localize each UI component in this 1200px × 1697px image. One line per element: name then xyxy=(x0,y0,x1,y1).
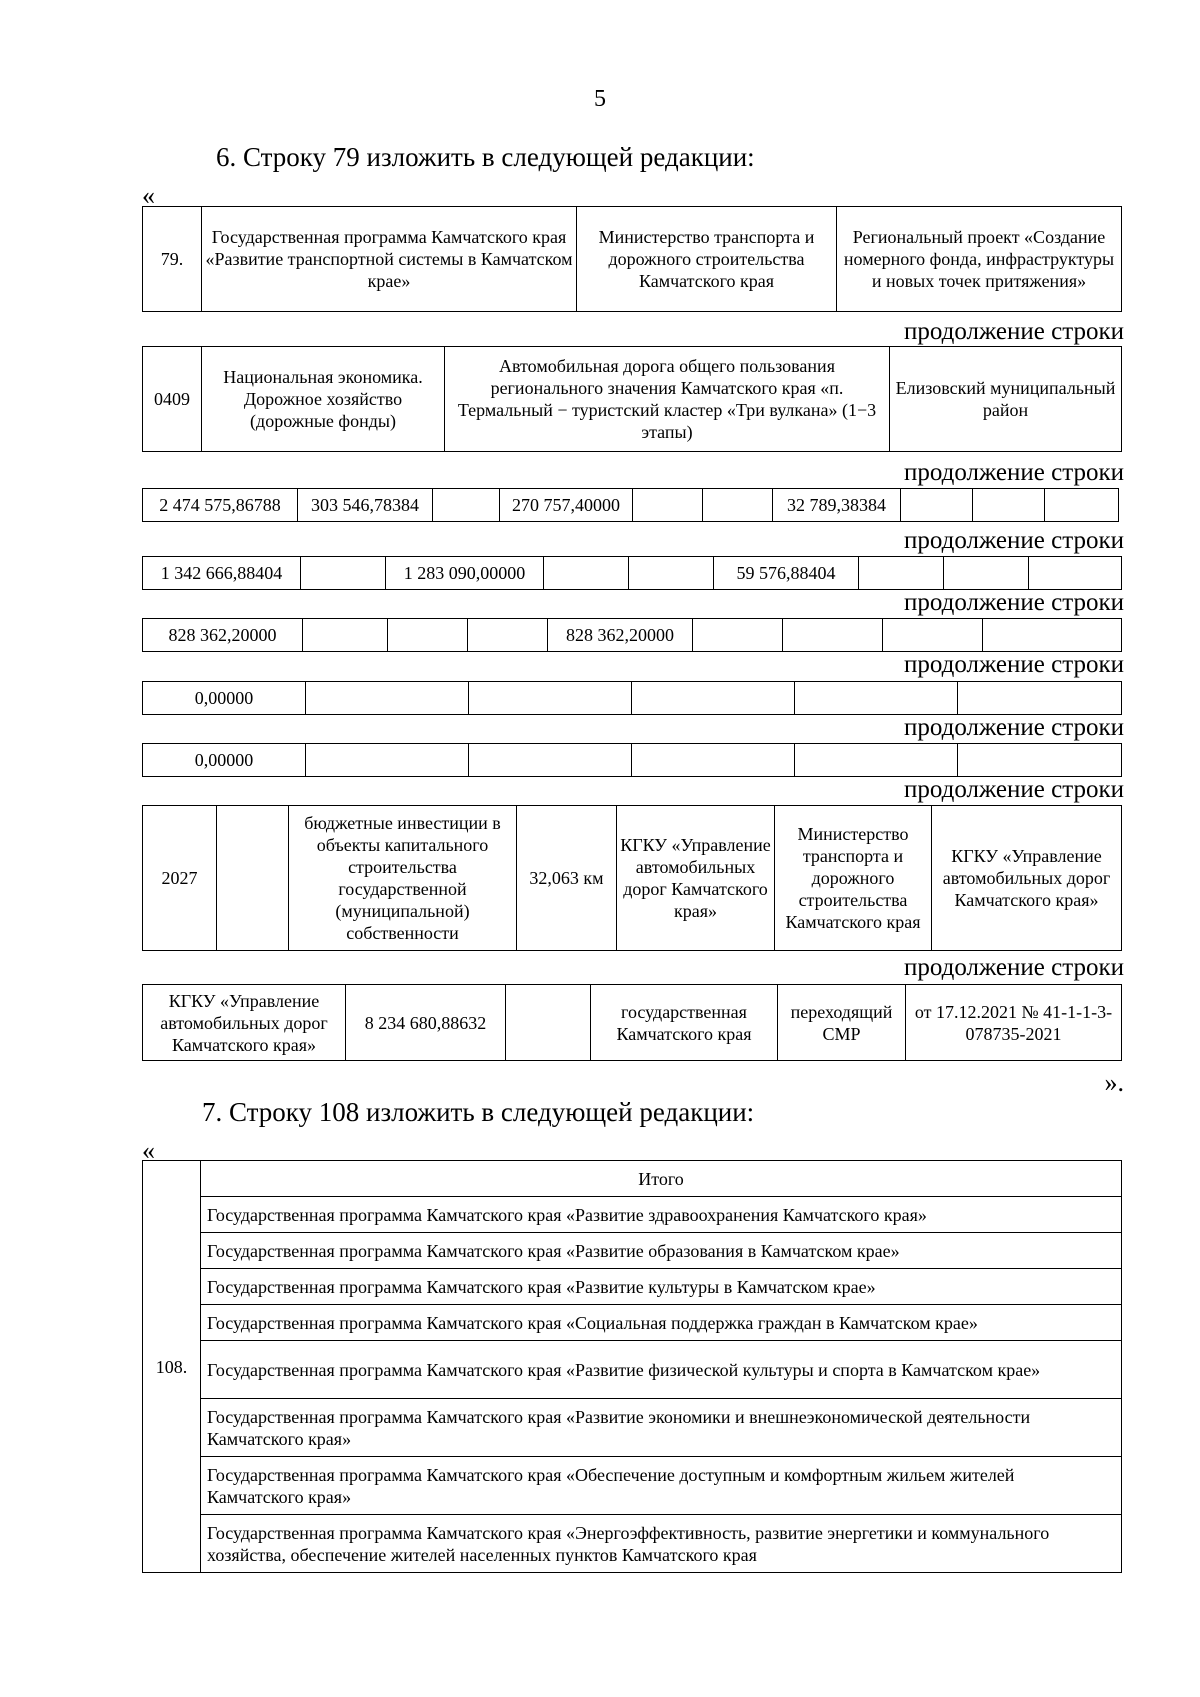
object-name: Автомобильная дорога общего пользования регионального значения Камчатского края «п. Термальный − туристский кластер «Три вулкана» (1−3 этапы) xyxy=(445,347,890,452)
investment-type: бюджетные инвестиции в объекты капитального строительства государственной (муниципальной) собственности xyxy=(289,806,517,951)
estimated-cost: 8 234 680,88632 xyxy=(346,985,506,1061)
value-cell xyxy=(629,557,714,590)
section-7-heading: 7. Строку 108 изложить в следующей редакции: xyxy=(202,1097,755,1127)
value-cell xyxy=(883,619,983,652)
value-cell xyxy=(388,619,468,652)
continuation-label: продолжение строки xyxy=(903,714,1124,741)
budget-code: 0409 xyxy=(143,347,202,452)
opening-quote: « xyxy=(142,1136,155,1165)
program-row: Государственная программа Камчатского края «Развитие экономики и внешнеэкономической деятельности Камчатского края» xyxy=(201,1399,1122,1457)
value-cell xyxy=(1045,489,1119,522)
recipient: КГКУ «Управление автомобильных дорог Камчатского края» xyxy=(143,985,346,1061)
continuation-label: продолжение строки xyxy=(903,318,1124,345)
value-cell: 2 474 575,86788 xyxy=(143,489,298,522)
value-cell: 270 757,40000 xyxy=(500,489,633,522)
continuation-label: продолжение строки xyxy=(903,589,1124,616)
year-cell: 2027 xyxy=(143,806,217,951)
row-number: 108. xyxy=(143,1161,201,1573)
value-cell xyxy=(468,619,548,652)
ownership: государственная Камчатского края xyxy=(591,985,778,1061)
row79-part-b xyxy=(142,346,1122,452)
value-cell: 828 362,20000 xyxy=(143,619,303,652)
value-cell xyxy=(693,619,783,652)
value-cell xyxy=(306,682,469,715)
object-status: переходящий СМР xyxy=(778,985,906,1061)
value-cell xyxy=(958,744,1122,777)
program-row: Государственная программа Камчатского края «Обеспечение доступным и комфортным жильем жителей Камчатского края» xyxy=(201,1457,1122,1515)
value-cell xyxy=(632,682,795,715)
value-cell: 59 576,88404 xyxy=(714,557,859,590)
program-row: Государственная программа Камчатского края «Развитие культуры в Камчатском крае» xyxy=(201,1269,1122,1305)
row79-part-d xyxy=(142,556,1122,590)
value-cell xyxy=(983,619,1122,652)
value-cell xyxy=(469,744,632,777)
value-cell xyxy=(469,682,632,715)
continuation-label: продолжение строки xyxy=(903,527,1124,554)
value-cell xyxy=(795,744,958,777)
value-cell xyxy=(433,489,500,522)
value-cell xyxy=(958,682,1122,715)
value-cell xyxy=(306,744,469,777)
continuation-label: продолжение строки xyxy=(903,954,1124,981)
row79-part-i xyxy=(142,984,1122,1061)
value-cell: 828 362,20000 xyxy=(548,619,693,652)
value-cell xyxy=(944,557,1029,590)
empty-cell xyxy=(217,806,289,951)
regional-project: Региональный проект «Создание номерного фонда, инфраструктуры и новых точек притяжения» xyxy=(837,207,1122,312)
value-cell xyxy=(544,557,629,590)
empty-cell xyxy=(506,985,591,1061)
program-name: Государственная программа Камчатского края «Развитие транспортной системы в Камчатском крае» xyxy=(202,207,577,312)
municipal-district: Елизовский муниципальный район xyxy=(890,347,1122,452)
value-cell xyxy=(783,619,883,652)
ministry: Министерство транспорта и дорожного строительства Камчатского края xyxy=(577,207,837,312)
row79-part-c xyxy=(142,488,1119,522)
value-cell: 1 342 666,88404 xyxy=(143,557,301,590)
value-cell: 1 283 090,00000 xyxy=(386,557,544,590)
value-cell: 0,00000 xyxy=(143,744,306,777)
program-row: Государственная программа Камчатского края «Социальная поддержка граждан в Камчатском крае» xyxy=(201,1305,1122,1341)
program-row: Государственная программа Камчатского края «Развитие образования в Камчатском крае» xyxy=(201,1233,1122,1269)
program-row: Государственная программа Камчатского края «Развитие здравоохранения Камчатского края» xyxy=(201,1197,1122,1233)
program-row: Государственная программа Камчатского края «Развитие физической культуры и спорта в Камчатском крае» xyxy=(201,1341,1122,1399)
row79-part-h xyxy=(142,805,1122,951)
value-cell xyxy=(859,557,944,590)
value-cell: 32 789,38384 xyxy=(773,489,901,522)
row79-part-g xyxy=(142,743,1122,777)
opening-quote: « xyxy=(142,181,155,210)
value-cell xyxy=(901,489,973,522)
continuation-label: продолжение строки xyxy=(903,459,1124,486)
page-number: 5 xyxy=(594,86,606,112)
value-cell xyxy=(1029,557,1122,590)
continuation-label: продолжение строки xyxy=(903,776,1124,803)
closing-quote: ». xyxy=(1104,1068,1124,1097)
section-6-heading: 6. Строку 79 изложить в следующей редакции: xyxy=(216,142,755,172)
program-row: Государственная программа Камчатского края «Энергоэффективность, развитие энергетики и коммунального хозяйства, обеспечение жителей населенных пунктов Камчатского края xyxy=(201,1515,1122,1573)
value-cell xyxy=(633,489,703,522)
value-cell xyxy=(301,557,386,590)
main-administrator: Министерство транспорта и дорожного строительства Камчатского края xyxy=(775,806,932,951)
value-cell xyxy=(303,619,388,652)
budget-section: Национальная экономика. Дорожное хозяйство (дорожные фонды) xyxy=(202,347,445,452)
value-cell xyxy=(973,489,1045,522)
row-number: 79. xyxy=(143,207,202,312)
value-cell xyxy=(703,489,773,522)
row79-part-e xyxy=(142,618,1122,652)
value-cell: 303 546,78384 xyxy=(298,489,433,522)
value-cell: 0,00000 xyxy=(143,682,306,715)
expertise-conclusion: от 17.12.2021 № 41-1-1-3-078735-2021 xyxy=(906,985,1122,1061)
row108-table xyxy=(142,1160,1122,1573)
customer: КГКУ «Управление автомобильных дорог Камчатского края» xyxy=(617,806,775,951)
total-header: Итого xyxy=(201,1161,1122,1197)
value-cell xyxy=(632,744,795,777)
continuation-label: продолжение строки xyxy=(903,651,1124,678)
capacity: 32,063 км xyxy=(517,806,617,951)
row79-part-f xyxy=(142,681,1122,715)
row79-part-a xyxy=(142,206,1122,312)
developer: КГКУ «Управление автомобильных дорог Камчатского края» xyxy=(932,806,1122,951)
value-cell xyxy=(795,682,958,715)
